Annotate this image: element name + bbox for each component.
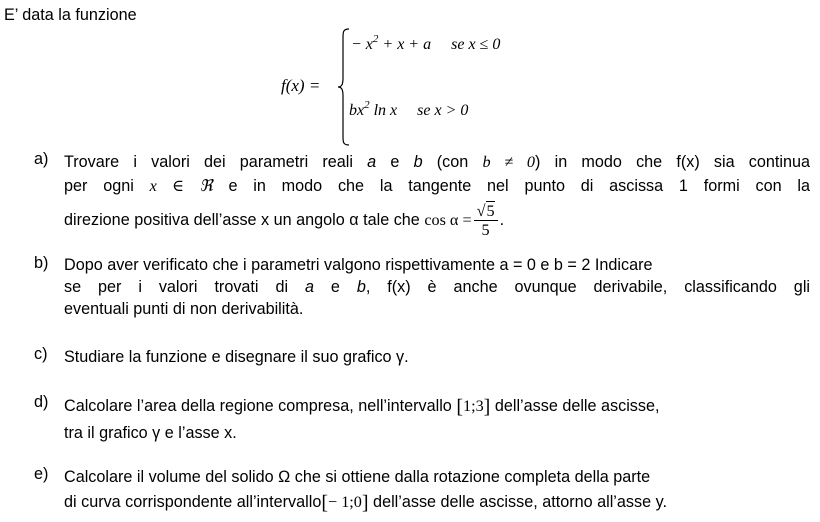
interval-close-bracket: ] <box>483 396 491 418</box>
question-d-letter: d) <box>34 393 49 411</box>
text-segment: per ogni <box>64 177 150 195</box>
question-e-body <box>64 465 810 516</box>
question-e-line-1: Calcolare il volume del solido Ω che si ottiene dalla rotazione completa della parte <box>64 468 651 486</box>
x-in-reals: x ∈ ℜ <box>149 177 213 195</box>
text-segment: se per i valori trovati di <box>64 278 305 296</box>
question-e-letter: e) <box>34 465 49 483</box>
question-d-line-2: tra il grafico γ e l’asse x. <box>64 424 237 442</box>
question-a-line-3 <box>64 202 810 239</box>
variable-b: b <box>413 153 423 171</box>
fraction-sqrt5-over-5 <box>474 202 498 239</box>
variable-a: a <box>304 278 314 296</box>
text-segment: , f(x) è anche ovunque derivabile, classificando gli <box>365 278 811 296</box>
text-segment: Trovare i valori dei parametri reali <box>64 153 368 171</box>
question-b-line-3: eventuali punti di non derivabilità. <box>64 300 304 318</box>
question-a-letter: a) <box>34 150 49 168</box>
text-segment: dell’asse delle ascisse, <box>490 397 660 415</box>
question-c-body <box>64 345 810 369</box>
interval-1-3: 1;3 <box>462 397 484 415</box>
case-2-expression: $bx^2$ ln x <box>349 99 398 119</box>
interval-open-bracket: [ <box>321 492 329 514</box>
cos-alpha: cos α = <box>424 210 472 229</box>
question-b-body <box>64 254 810 320</box>
text-segment: direzione positiva dell’asse x un angolo α tale che <box>64 210 425 229</box>
case-1-expression: − $x^2 + x + a$ <box>351 33 432 53</box>
question-a-line-2 <box>64 174 810 198</box>
text-segment: . <box>499 210 505 229</box>
question-b-letter: b) <box>34 254 49 272</box>
function-name: f(x) = <box>281 76 321 95</box>
condition-b-nonzero: b ≠ 0 <box>482 153 536 171</box>
intro-text: E’ data la funzione <box>4 6 137 24</box>
text-segment: Calcolare l’area della regione compresa, nell’intervallo <box>64 397 457 415</box>
question-d-body <box>64 393 810 446</box>
case-2-condition: se x > 0 <box>417 102 469 119</box>
text-segment: (con <box>422 153 483 171</box>
interval-open-bracket: [ <box>456 396 463 418</box>
text-segment: dell’asse delle ascisse, attorno all’asse y. <box>368 493 667 511</box>
text-segment: e <box>313 278 357 296</box>
function-case-2 <box>349 99 469 120</box>
question-c-line-1: Studiare la funzione e disegnare il suo grafico γ. <box>64 348 409 366</box>
text-segment: di curva corrispondente all’intervallo <box>64 493 322 511</box>
case-1-condition: se x ≤ 0 <box>451 36 501 53</box>
question-d-line-1 <box>64 393 810 420</box>
question-b-line-1: Dopo aver verificato che i parametri valgono rispettivamente a = 0 e b = 2 Indicare <box>64 256 653 274</box>
question-c-letter: c) <box>34 345 48 363</box>
piecewise-brace <box>338 28 350 146</box>
question-e-line-2 <box>64 490 810 516</box>
variable-b: b <box>356 278 366 296</box>
sqrt-radicand: 5 <box>486 202 495 220</box>
question-a-body <box>64 150 810 239</box>
interval-close-bracket: ] <box>361 492 369 514</box>
fraction-denominator: 5 <box>481 221 490 239</box>
text-segment: e in modo che la tangente nel punto di ascissa 1 formi con la <box>212 177 810 195</box>
variable-a: a <box>367 153 377 171</box>
function-case-1 <box>351 33 501 54</box>
interval-minus1-0: − 1;0 <box>328 493 362 511</box>
question-a-line-1 <box>64 150 810 174</box>
text-segment: e <box>376 153 414 171</box>
fraction-numerator: √5 <box>474 202 498 221</box>
text-segment: ) in modo che f(x) sia continua <box>535 153 810 171</box>
question-b-line-2 <box>64 276 810 298</box>
